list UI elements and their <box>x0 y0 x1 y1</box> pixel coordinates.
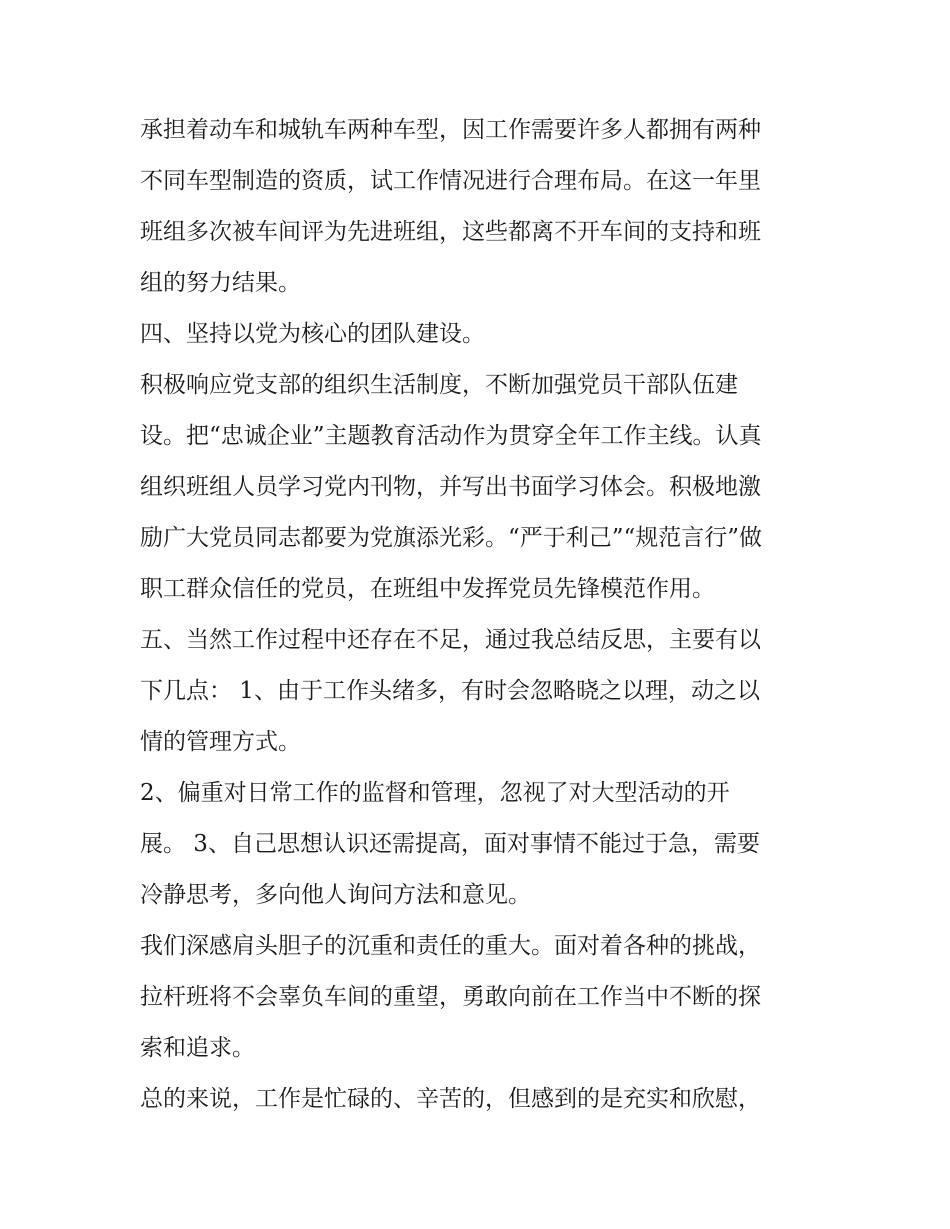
text-line: 积极响应党支部的组织生活制度，不断加强党员干部队伍建 <box>140 372 738 398</box>
text-line: 不同车型制造的资质，试工作情况进行合理布局。在这一年里 <box>140 168 761 194</box>
text-line: 组织班组人员学习党内刊物，并写出书面学习体会。积极地激 <box>140 474 761 500</box>
text-line: 索和追求。 <box>140 1035 255 1061</box>
text-line: 拉杆班将不会辜负车间的重望，勇敢向前在工作当中不断的探 <box>140 984 761 1010</box>
text-line: 励广大党员同志都要为党旗添光彩。“严于利己”“规范言行”做 <box>140 525 763 551</box>
text-line: 展。 3、自己思想认识还需提高，面对事情不能过于急，需要 <box>140 831 760 857</box>
text-line: 承担着动车和城轨车两种车型，因工作需要许多人都拥有两种 <box>140 117 761 143</box>
text-line: 我们深感肩头胆子的沉重和责任的重大。面对着各种的挑战， <box>140 933 761 959</box>
text-line: 2、偏重对日常工作的监督和管理，忽视了对大型活动的开 <box>140 780 730 806</box>
text-line: 冷静思考，多向他人询问方法和意见。 <box>140 882 531 908</box>
text-line: 情的管理方式。 <box>140 729 301 755</box>
text-line: 下几点： 1、由于工作头绪多，有时会忽略晓之以理，动之以 <box>140 678 760 704</box>
text-line: 设。把“忠诚企业”主题教育活动作为贯穿全年工作主线。认真 <box>140 423 762 449</box>
text-line: 班组多次被车间评为先进班组，这些都离不开车间的支持和班 <box>140 219 761 245</box>
text-line: 组的努力结果。 <box>140 270 301 296</box>
text-line: 总的来说，工作是忙碌的、辛苦的，但感到的是充实和欣慰， <box>140 1086 761 1112</box>
section-heading-4: 四、坚持以党为核心的团队建设。 <box>140 321 485 347</box>
document-body <box>140 107 820 1127</box>
text-line: 职工群众信任的党员，在班组中发挥党员先锋模范作用。 <box>140 576 715 602</box>
section-heading-5: 五、当然工作过程中还存在不足，通过我总结反思，主要有以 <box>140 627 761 653</box>
